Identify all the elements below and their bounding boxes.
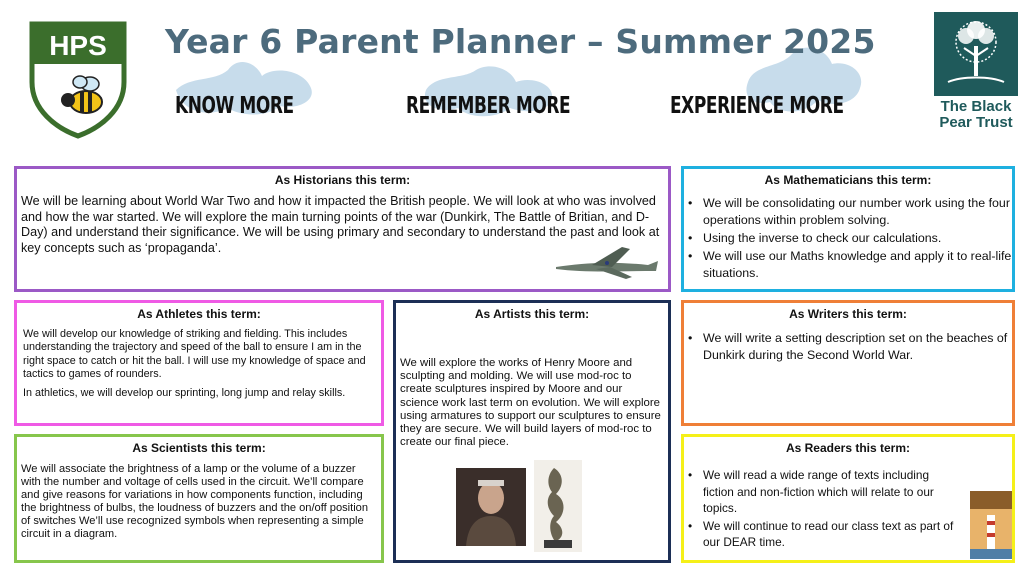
list-item: • We will continue to read our class text as part of our DEAR time. xyxy=(684,518,962,551)
black-pear-tree-icon xyxy=(934,12,1018,96)
motto-remember-more: REMEMBER MORE xyxy=(406,93,571,119)
athletes-box xyxy=(14,300,384,426)
historians-box xyxy=(14,166,671,292)
readers-title: As Readers this term: xyxy=(785,441,911,455)
scientists-title: As Scientists this term: xyxy=(132,441,266,455)
athletes-text: In athletics, we will develop our sprinting, long jump and relay skills. xyxy=(23,387,346,400)
class-book-cover xyxy=(970,491,1012,559)
athletes-text: We will develop our knowledge of striking and fielding. This includes understanding the trajectory and speed of the ball to ensure I am in the right space to catch or hit the ball. I will use my knowledge of space and tactics to games of rounders. xyxy=(23,328,366,380)
trust-name: The Black Pear Trust xyxy=(939,98,1013,131)
artists-title: As Artists this term: xyxy=(474,307,590,321)
spitfire-plane-icon xyxy=(552,241,662,281)
writers-box xyxy=(681,300,1015,426)
artists-text: We will explore the works of Henry Moore and sculpting and molding. We will use mod-roc to create sculptures inspired by Moore and our science work last term on evolution. We will explore using armatures to support our sculptures to ensure they are secure. We will build layers of mod-roc to create our final piece. xyxy=(400,357,661,449)
hps-logo xyxy=(28,20,128,140)
historians-title: As Historians this term: xyxy=(274,173,411,187)
list-item: • Using the inverse to check our calculations. xyxy=(684,230,1012,247)
list-item: • We will use our Maths knowledge and apply it to real-life situations. xyxy=(684,248,1012,282)
mathematicians-title: As Mathematicians this term: xyxy=(764,173,932,187)
henry-moore-photo xyxy=(456,468,526,546)
list-item: • We will write a setting description set on the beaches of Dunkirk during the Second World War. xyxy=(684,330,1012,364)
writers-title: As Writers this term: xyxy=(789,307,907,321)
scientists-box xyxy=(14,434,384,563)
scientists-text: We will associate the brightness of a lamp or the volume of a buzzer with the number and voltage of cells used in the circuit. We’ll compare and give reasons for variations in how components function, including the brightness of bulbs, the loudness of buzzers and the on/off position of switches We’ll use recognized symbols when representing a simple circuit in a diagram. xyxy=(21,463,369,540)
motto-experience-more: EXPERIENCE MORE xyxy=(670,93,844,119)
historians-text: We will be learning about World War Two and how it impacted the British people. We will look at who was involved and how the war started. We will explore the main turning points of the war (Dunkirk, The Battle of Britian, and D-Day) and understand their significance. We will be using primary and secondary to understand the past and look at key concepts such as ‘propaganda’. xyxy=(21,194,660,255)
list-item: • We will read a wide range of texts including fiction and non-fiction which will relate to our topics. xyxy=(684,467,962,517)
readers-box xyxy=(681,434,1015,563)
mathematicians-box xyxy=(681,166,1015,292)
motto-know-more: KNOW MORE xyxy=(175,93,294,119)
athletes-title: As Athletes this term: xyxy=(137,307,261,321)
sculpture-photo xyxy=(534,460,582,552)
artists-box xyxy=(393,300,671,563)
hps-logo-text: HPS xyxy=(49,30,107,61)
page-title: Year 6 Parent Planner – Summer 2025 xyxy=(165,22,876,61)
list-item: • We will be consolidating our number work using the four operations within problem solving. xyxy=(684,195,1012,229)
